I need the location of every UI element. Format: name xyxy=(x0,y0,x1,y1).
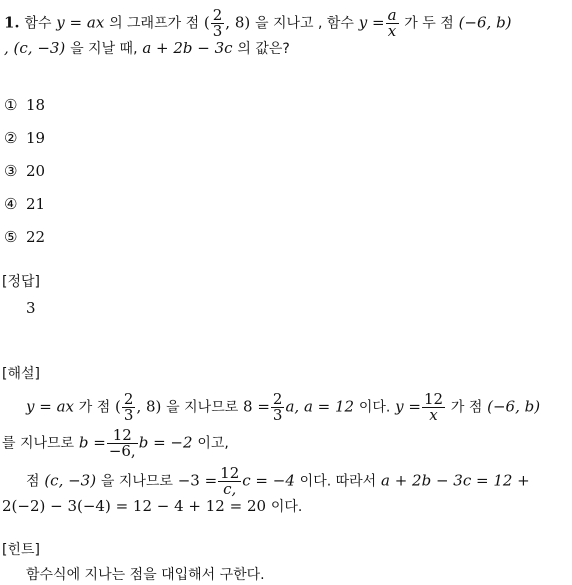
choice-value: 19 xyxy=(26,129,46,147)
solution-text: 이다. xyxy=(270,499,303,515)
solution-text: 이다. xyxy=(358,399,391,416)
solution-text: 을 지나므로 xyxy=(100,473,173,490)
fraction: $\frac{2}{3}$ xyxy=(123,390,134,424)
solution-text: 가 점 xyxy=(78,399,111,416)
equation: b = xyxy=(78,433,106,452)
choice-1[interactable] xyxy=(4,95,45,115)
equation: −3 = xyxy=(177,471,218,490)
expression: a + 2b − 3c xyxy=(142,39,233,57)
solution-line-2 xyxy=(2,428,229,459)
point-coord: (−6, b) xyxy=(487,397,541,416)
hint-text: 함수식에 지나는 점을 대입해서 구한다. xyxy=(26,567,265,583)
problem-text: 가 두 점 xyxy=(404,15,454,32)
fraction: $\frac{12}{c,}$ xyxy=(220,464,240,498)
problem-text: 의 값은? xyxy=(237,41,290,57)
choice-mark: ⑤ xyxy=(4,228,18,246)
choice-3[interactable] xyxy=(4,161,45,181)
equation: y = xyxy=(358,13,385,32)
equation: y = ax xyxy=(56,13,105,32)
solution-line-3 xyxy=(26,466,530,497)
solution-text: 점 xyxy=(26,473,40,490)
equation: y = xyxy=(395,397,421,416)
equation: 2(−2) − 3(−4) = 12 − 4 + 12 = 20 xyxy=(2,497,267,515)
choice-2[interactable] xyxy=(4,128,45,148)
fraction: $\frac{12}{-6,}$ xyxy=(108,426,136,460)
choice-mark: ③ xyxy=(4,162,18,180)
solution-text: 을 지나므로 xyxy=(166,399,239,416)
equation: a + 2b − 3c = 12 + xyxy=(380,471,530,490)
equation: a, a = 12 xyxy=(285,397,355,416)
solution-text: 를 지나므로 xyxy=(2,435,75,452)
equation: c = −4 xyxy=(242,471,295,490)
fraction: $\frac{2}{3}$ xyxy=(212,6,223,40)
choice-value: 21 xyxy=(26,195,46,213)
solution-line-1: y = ax 가 점 ( $\frac{2}{3}$ , 8) 을 지나므로 8 = $\frac{2}{3}$ a, a = 12 이다. y = $\frac{12}{x}$ 가 점 (−6, b) xyxy=(26,390,541,424)
choice-mark: ② xyxy=(4,129,18,147)
equation: 8 = xyxy=(243,397,270,416)
fraction: $\frac{2}{3}$ xyxy=(272,390,283,424)
solution-text: 가 점 xyxy=(450,399,483,416)
point-coord: , 8) xyxy=(225,13,251,32)
solution-text: 이고, xyxy=(197,435,229,452)
problem-text: 을 지날 때, xyxy=(70,41,138,57)
choice-mark: ④ xyxy=(4,195,18,213)
solution-line-4 xyxy=(2,496,302,517)
point-coord: , (c, −3) xyxy=(4,39,66,57)
problem-text: 함수 xyxy=(24,15,52,32)
problem-line-1: 1. 함수 y = ax 의 그래프가 점 ( $\frac{2}{3}$ , 8) 을 지나고 , 함수 y = $\frac{a}{x}$ 가 두 점 (−6, b) xyxy=(4,6,512,40)
point-coord: (c, −3) xyxy=(44,471,97,490)
choice-value: 18 xyxy=(26,96,46,114)
hint-label: [힌트] xyxy=(2,542,40,558)
answer-label: [정답] xyxy=(2,274,40,290)
choice-value: 22 xyxy=(26,228,46,246)
fraction: $\frac{12}{x}$ xyxy=(423,390,444,424)
choice-5[interactable] xyxy=(4,227,45,247)
problem-line-2 xyxy=(4,38,290,59)
solution-text: 이다. 따라서 xyxy=(299,473,377,490)
choice-4[interactable] xyxy=(4,194,45,214)
choice-mark: ① xyxy=(4,96,18,114)
choice-value: 20 xyxy=(26,162,46,180)
problem-text: 의 그래프가 점 xyxy=(109,15,200,32)
fraction: $\frac{a}{x}$ xyxy=(387,6,397,40)
problem-text: 을 지나고 , 함수 xyxy=(255,15,354,32)
solution-label: [해설] xyxy=(2,366,40,382)
equation: y = ax xyxy=(26,397,74,416)
point-coord: (−6, b) xyxy=(458,13,512,32)
problem-number: 1. xyxy=(4,13,20,32)
point-coord: , 8) xyxy=(136,397,162,416)
answer-value: 3 xyxy=(26,299,36,317)
equation: b = −2 xyxy=(138,433,193,452)
